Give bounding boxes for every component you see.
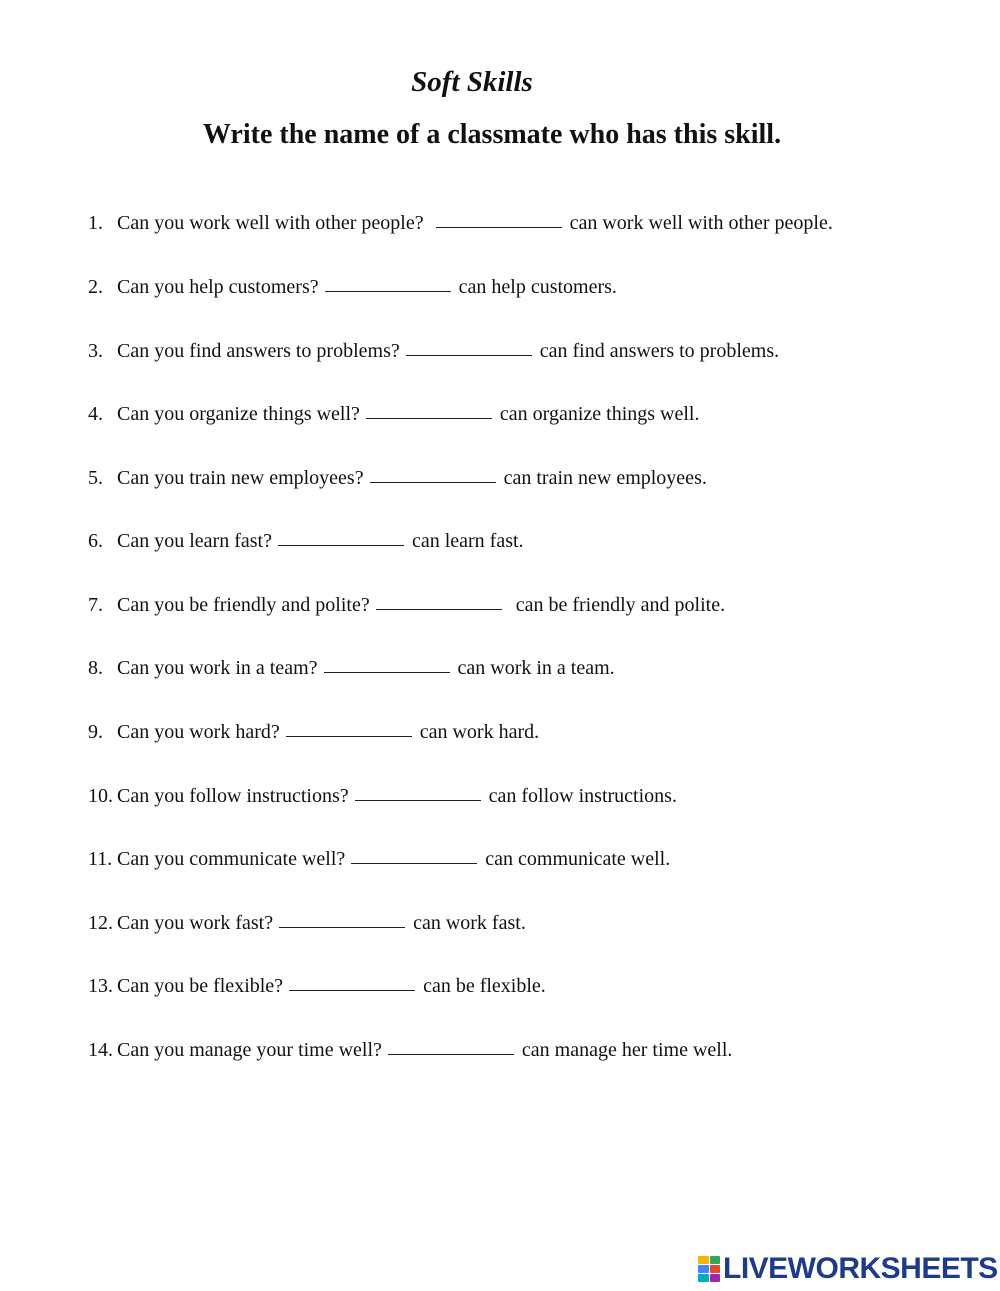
classmate-name-input[interactable] <box>370 470 496 488</box>
classmate-name-input[interactable] <box>376 597 502 615</box>
question-text: Can you organize things well? <box>117 403 360 425</box>
question-row <box>88 464 707 492</box>
question-row <box>88 972 546 1000</box>
answer-text: can train new employees. <box>503 467 707 489</box>
classmate-name-input[interactable] <box>286 724 412 742</box>
classmate-name-input[interactable] <box>351 851 477 869</box>
question-row <box>88 909 526 937</box>
question-text: Can you manage your time well? <box>117 1039 382 1061</box>
question-number: 13. <box>88 975 113 997</box>
answer-text: can help customers. <box>458 276 617 298</box>
question-row <box>88 400 700 428</box>
question-text: Can you help customers? <box>117 276 319 298</box>
classmate-name-input[interactable] <box>279 915 405 933</box>
liveworksheets-brand[interactable] <box>698 1253 998 1285</box>
answer-text: can find answers to problems. <box>539 340 780 362</box>
question-number: 5. <box>88 467 103 489</box>
question-number: 11. <box>88 848 113 870</box>
answer-text: can learn fast. <box>411 530 524 552</box>
classmate-name-input[interactable] <box>366 406 492 424</box>
brand-name: LIVEWORKSHEETS <box>723 1252 998 1285</box>
answer-blank[interactable] <box>370 464 496 483</box>
question-row <box>88 337 779 365</box>
question-row <box>88 527 524 555</box>
answer-blank[interactable] <box>388 1036 514 1055</box>
answer-blank[interactable] <box>406 337 532 356</box>
question-row <box>88 591 725 619</box>
question-row <box>88 273 617 301</box>
question-row <box>88 209 833 237</box>
answer-text: can work hard. <box>419 721 540 743</box>
answer-text: can be friendly and polite. <box>515 594 726 616</box>
classmate-name-input[interactable] <box>436 215 562 233</box>
answer-blank[interactable] <box>355 782 481 801</box>
question-text: Can you be flexible? <box>117 975 284 997</box>
worksheet-instructions: Write the name of a classmate who has this skill. <box>202 119 782 150</box>
classmate-name-input[interactable] <box>278 533 404 551</box>
question-text: Can you follow instructions? <box>117 785 349 807</box>
answer-blank[interactable] <box>286 718 412 737</box>
question-row <box>88 845 670 873</box>
answer-blank[interactable] <box>376 591 502 610</box>
answer-blank[interactable] <box>324 654 450 673</box>
answer-text: can work in a team. <box>457 657 615 679</box>
classmate-name-input[interactable] <box>325 279 451 297</box>
answer-blank[interactable] <box>279 909 405 928</box>
question-number: 7. <box>88 594 103 616</box>
question-row <box>88 782 677 810</box>
question-number: 6. <box>88 530 103 552</box>
question-number: 10. <box>88 785 113 807</box>
question-text: Can you learn fast? <box>117 530 272 552</box>
question-row <box>88 1036 732 1064</box>
question-number: 4. <box>88 403 103 425</box>
question-text: Can you work hard? <box>117 721 280 743</box>
classmate-name-input[interactable] <box>324 660 450 678</box>
question-row <box>88 654 615 682</box>
question-number: 12. <box>88 912 113 934</box>
question-number: 8. <box>88 657 103 679</box>
answer-blank[interactable] <box>351 845 477 864</box>
question-number: 3. <box>88 340 103 362</box>
question-text: Can you work in a team? <box>117 657 318 679</box>
question-row <box>88 718 539 746</box>
liveworksheets-logo-icon <box>698 1256 720 1282</box>
question-number: 1. <box>88 212 103 234</box>
classmate-name-input[interactable] <box>289 978 415 996</box>
question-text: Can you work fast? <box>117 912 274 934</box>
answer-text: can be flexible. <box>423 975 546 997</box>
question-text: Can you be friendly and polite? <box>117 594 370 616</box>
question-text: Can you communicate well? <box>117 848 346 870</box>
answer-text: can manage her time well. <box>521 1039 733 1061</box>
answer-text: can follow instructions. <box>488 785 677 807</box>
question-text: Can you find answers to problems? <box>117 340 400 362</box>
classmate-name-input[interactable] <box>355 788 481 806</box>
answer-blank[interactable] <box>289 972 415 991</box>
answer-blank[interactable] <box>325 273 451 292</box>
answer-text: can communicate well. <box>485 848 671 870</box>
question-number: 14. <box>88 1039 113 1061</box>
answer-text: can work fast. <box>413 912 526 934</box>
answer-text: can work well with other people. <box>569 212 833 234</box>
answer-text: can organize things well. <box>499 403 700 425</box>
question-text: Can you train new employees? <box>117 467 364 489</box>
question-number: 2. <box>88 276 103 298</box>
answer-blank[interactable] <box>278 527 404 546</box>
classmate-name-input[interactable] <box>406 343 532 361</box>
question-number: 9. <box>88 721 103 743</box>
classmate-name-input[interactable] <box>388 1042 514 1060</box>
worksheet-title: Soft Skills <box>411 66 533 98</box>
answer-blank[interactable] <box>436 209 562 228</box>
question-text: Can you work well with other people? <box>117 212 424 234</box>
answer-blank[interactable] <box>366 400 492 419</box>
